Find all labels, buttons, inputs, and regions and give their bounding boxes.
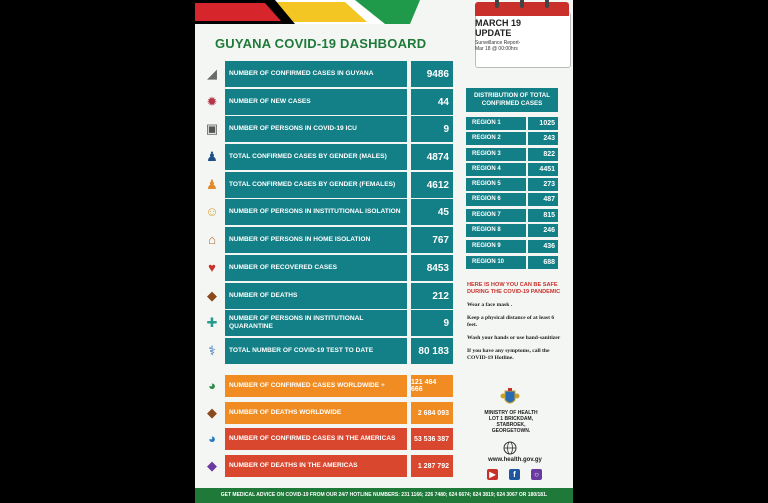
female-icon: ♟ bbox=[206, 177, 218, 192]
stat-row-home-isolation bbox=[203, 227, 453, 253]
calendar-update-line: UPDATE bbox=[475, 28, 512, 38]
globe-americas-icon: ◕ bbox=[208, 431, 216, 446]
region-row bbox=[466, 240, 558, 253]
stat-row-recovered bbox=[203, 255, 453, 281]
stat-label: NUMBER OF DEATHS WORLDWIDE bbox=[225, 402, 407, 424]
region-row bbox=[466, 209, 558, 222]
stat-value: 4612 bbox=[411, 172, 453, 198]
stat-value: 9486 bbox=[411, 61, 453, 87]
instagram-icon[interactable]: ○ bbox=[531, 469, 542, 480]
coat-of-arms-icon bbox=[499, 387, 521, 409]
ministry-address-line: LOT 1 BRICKDAM, bbox=[488, 416, 534, 422]
virus-icon: ✹ bbox=[206, 94, 218, 109]
stat-row-world-deaths bbox=[203, 402, 453, 424]
region-value: 688 bbox=[528, 256, 558, 269]
monitor-icon: ▣ bbox=[205, 121, 219, 136]
region-name: REGION 5 bbox=[466, 178, 526, 191]
stat-value: 1 287 792 bbox=[411, 455, 453, 477]
stat-row-world-cases bbox=[203, 375, 453, 397]
stat-label: NUMBER OF CONFIRMED CASES WORLDWIDE + bbox=[225, 375, 407, 397]
stat-label: NUMBER OF RECOVERED CASES bbox=[225, 255, 407, 281]
safety-tips bbox=[467, 282, 561, 368]
region-value: 436 bbox=[528, 240, 558, 253]
region-value: 273 bbox=[528, 178, 558, 191]
region-value: 815 bbox=[528, 209, 558, 222]
ministry-address-line: GEORGETOWN. bbox=[491, 428, 531, 434]
ministry-address-line: STABROEK, bbox=[496, 422, 526, 428]
stat-row-tests bbox=[203, 338, 453, 364]
region-row bbox=[466, 148, 558, 161]
stat-label: NUMBER OF CONFIRMED CASES IN GUYANA bbox=[225, 61, 407, 87]
web-globe-icon bbox=[502, 441, 518, 455]
region-row bbox=[466, 117, 558, 130]
stat-value: 4874 bbox=[411, 144, 453, 170]
stat-row-new-cases bbox=[203, 89, 453, 115]
region-value: 246 bbox=[528, 224, 558, 237]
stat-row-icu bbox=[203, 116, 453, 142]
stat-label: NUMBER OF PERSONS IN HOME ISOLATION bbox=[225, 227, 407, 253]
stat-label: TOTAL NUMBER OF COVID-19 TEST TO DATE bbox=[225, 338, 407, 364]
calendar-sub-line: Surveillance Report- bbox=[475, 40, 521, 46]
stat-label: NUMBER OF PERSONS IN INSTITUTIONAL QUARANTINE bbox=[225, 310, 407, 336]
hotline-footer: GET MEDICAL ADVICE ON COVID-19 FROM OUR 24/7 HOTLINE NUMBERS: 231 1166; 226 7480; 624 6674; 624 3819; 624 3067 OR 180/181. bbox=[195, 488, 573, 503]
clinic-icon: ✚ bbox=[206, 315, 218, 330]
safety-heading: HERE IS HOW YOU CAN BE SAFE DURING THE COVID-19 PANDEMIC bbox=[467, 282, 561, 295]
distribution-title: DISTRIBUTION OF TOTAL CONFIRMED CASES bbox=[466, 88, 558, 112]
facebook-icon[interactable]: f bbox=[509, 469, 520, 480]
region-name: REGION 1 bbox=[466, 117, 526, 130]
region-row bbox=[466, 132, 558, 145]
stat-row-americas-deaths bbox=[203, 455, 453, 477]
region-name: REGION 4 bbox=[466, 163, 526, 176]
stat-label: TOTAL CONFIRMED CASES BY GENDER (MALES) bbox=[225, 144, 407, 170]
region-row bbox=[466, 163, 558, 176]
region-name: REGION 2 bbox=[466, 132, 526, 145]
social-links bbox=[485, 469, 545, 481]
stat-label: NUMBER OF CONFIRMED CASES IN THE AMERICAS bbox=[225, 428, 407, 450]
stat-value: 121 464 666 bbox=[411, 375, 453, 397]
safety-tip: Wash your hands or use hand-sanitizer bbox=[467, 335, 561, 341]
stat-value: 44 bbox=[411, 89, 453, 115]
website-link[interactable]: www.health.gov.gy bbox=[488, 457, 542, 463]
stat-label: NUMBER OF PERSONS IN INSTITUTIONAL ISOLATION bbox=[225, 199, 407, 225]
stat-value: 45 bbox=[411, 199, 453, 225]
stat-value: 9 bbox=[411, 310, 453, 336]
calendar-date bbox=[475, 18, 569, 38]
stat-value: 212 bbox=[411, 283, 453, 309]
stat-label: TOTAL CONFIRMED CASES BY GENDER (FEMALES) bbox=[225, 172, 407, 198]
calendar-subtitle bbox=[475, 40, 569, 52]
region-name: REGION 3 bbox=[466, 148, 526, 161]
guyana-flag-banner bbox=[195, 0, 420, 24]
region-name: REGION 8 bbox=[466, 224, 526, 237]
region-value: 1025 bbox=[528, 117, 558, 130]
safety-tip: If you have any symptoms, call the COVID-19 Hotline. bbox=[467, 348, 550, 361]
male-icon: ♟ bbox=[206, 149, 218, 164]
stat-label: NUMBER OF DEATHS bbox=[225, 283, 407, 309]
stat-value: 80 183 bbox=[411, 338, 453, 364]
ministry-address bbox=[473, 410, 549, 434]
region-value: 822 bbox=[528, 148, 558, 161]
stat-row-females bbox=[203, 172, 453, 198]
region-name: REGION 7 bbox=[466, 209, 526, 222]
ministry-name: MINISTRY OF HEALTH bbox=[484, 410, 538, 416]
coffin-icon: ◆ bbox=[207, 405, 217, 420]
dashboard-poster bbox=[195, 0, 573, 503]
region-row bbox=[466, 193, 558, 206]
calendar-ring-icon bbox=[520, 0, 524, 8]
house-icon: ⌂ bbox=[208, 232, 216, 247]
calendar-ring-icon bbox=[495, 0, 499, 8]
stat-label: NUMBER OF DEATHS IN THE AMERICAS bbox=[225, 455, 407, 477]
stat-value: 2 684 093 bbox=[411, 402, 453, 424]
stat-value: 53 536 387 bbox=[411, 428, 453, 450]
calendar-ring-icon bbox=[545, 0, 549, 8]
region-value: 243 bbox=[528, 132, 558, 145]
calendar-sub-line: Mar 18 @ 00:00hrs bbox=[475, 46, 518, 52]
stat-row-institutional-isolation bbox=[203, 199, 453, 225]
region-row bbox=[466, 178, 558, 191]
map-icon: ◢ bbox=[207, 66, 217, 81]
globe-icon: ◕ bbox=[208, 378, 216, 393]
calendar-badge bbox=[475, 2, 569, 66]
stat-value: 767 bbox=[411, 227, 453, 253]
region-name: REGION 9 bbox=[466, 240, 526, 253]
stat-label: NUMBER OF PERSONS IN COVID-19 ICU bbox=[225, 116, 407, 142]
calendar-date-line: MARCH 19 bbox=[475, 18, 522, 28]
nurse-icon: ☺ bbox=[205, 204, 219, 219]
coffin-icon: ◆ bbox=[207, 458, 217, 473]
safety-tip: Keep a physical distance of at least 6 feet. bbox=[467, 315, 555, 328]
stat-label: NUMBER OF NEW CASES bbox=[225, 89, 407, 115]
region-name: REGION 6 bbox=[466, 193, 526, 206]
youtube-icon[interactable]: ▶ bbox=[487, 469, 498, 480]
stat-row-institutional-quarantine bbox=[203, 310, 453, 336]
region-row bbox=[466, 256, 558, 269]
coffin-icon: ◆ bbox=[207, 288, 217, 303]
dashboard-title: GUYANA COVID-19 DASHBOARD bbox=[215, 36, 427, 51]
stat-value: 9 bbox=[411, 116, 453, 142]
lab-icon: ⚕ bbox=[208, 343, 216, 358]
heart-icon: ♥ bbox=[208, 260, 216, 275]
stat-row-americas-cases bbox=[203, 428, 453, 450]
stat-value: 8453 bbox=[411, 255, 453, 281]
region-row bbox=[466, 224, 558, 237]
stat-row-confirmed-cases bbox=[203, 61, 453, 87]
region-value: 487 bbox=[528, 193, 558, 206]
stat-row-males bbox=[203, 144, 453, 170]
stat-row-deaths bbox=[203, 283, 453, 309]
region-value: 4451 bbox=[528, 163, 558, 176]
region-name: REGION 10 bbox=[466, 256, 526, 269]
safety-tip: Wear a face mask . bbox=[467, 302, 513, 308]
